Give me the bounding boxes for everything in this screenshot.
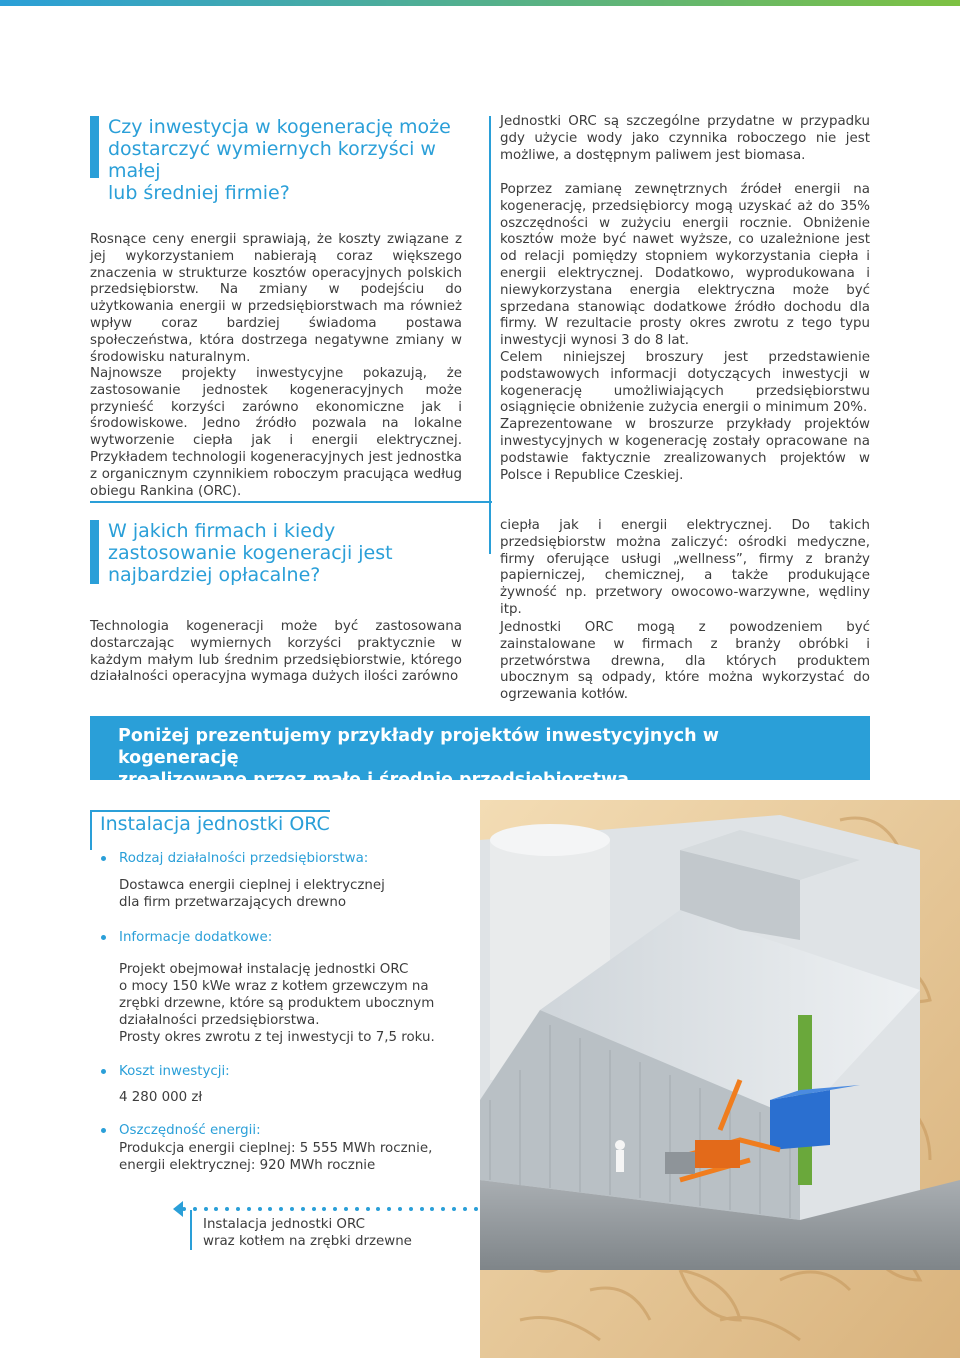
paragraph: Jednostki ORC mogą z powodzeniem być zainstalowane w firmach z branży obróbki i przetwórstwa drewna, dla których produktem ubocznym są odpady, które można wykorzystać do ogrzewania kotłów. [500, 620, 870, 703]
divider-horizontal [90, 501, 492, 503]
top-color-bar [0, 0, 960, 6]
case-title: Instalacja jednostki ORC [100, 813, 330, 835]
highlight-banner: Poniżej prezentujemy przykłady projektów inwestycyjnych w kogenerację zrealizowane przez małe i średnie przedsiębiorstwa [90, 716, 870, 780]
orc-installation-image [480, 800, 960, 1358]
bullet-dot [101, 1128, 106, 1133]
heading-accent-bar [90, 520, 99, 584]
paragraph: Celem niniejszej broszury jest przedstawienie podstawowych informacji dotyczących inwestycji w kogenerację umożliwiających przedsiębiorstwu osiągnięcie obniżenie zużycia energii o minimum 20%. Zaprezentowane w broszurze przykłady projektów inwestycyjnych w kogenerację zostały opracowane na podstawie faktycznie zrealizowanych projektów w Polsce i Republice Czeskiej. [500, 350, 870, 483]
section-heading: Czy inwestycja w kogenerację może dostarczyć wymiernych korzyści w małej lub średniej firmie? [108, 116, 451, 204]
image-caption: Instalacja jednostki ORC wraz kotłem na zrębki drzewne [203, 1217, 412, 1249]
bullet-text: Projekt obejmował instalację jednostki ORC o mocy 150 kWe wraz z kotłem grzewczym na zrębki drzewne, które są produktem ubocznym działalności przedsiębiorstwa. Prosty okres zwrotu z tej inwestycji to 7,5 roku. [119, 962, 435, 1045]
divider-vertical [489, 116, 491, 554]
bullet-label: Koszt inwestycji: [119, 1064, 230, 1079]
paragraph: Technologia kogeneracji może być zastosowana dostarczając wymiernych korzyści praktycznie w każdym małym lub średnim przedsiębiorstwie, którego działalności operacyjna wymaga dużych ilości zarówno [90, 619, 462, 685]
paragraph: Najnowsze projekty inwestycyjne pokazują, że zastosowanie jednostek kogeneracyjnych może przynieść korzyści zarówno ekonomiczne jak i środowiskowe. Jedno źródło pozwala na lokalne wytworzenie ciepła jak i energii elektrycznej. Przykładem technologii kogeneracyjnych jest jednostka z organicznym czynnikiem roboczym pracująca według obiegu Rankina (ORC). [90, 366, 462, 499]
bullet-text: 4 280 000 zł [119, 1090, 203, 1105]
title-accent-line-top [90, 810, 330, 812]
paragraph: Poprzez zamianę zewnętrznych źródeł energii na kogenerację, przedsiębiorcy mogą uzyskać aż do 35% oszczędności w zużyciu energii rocznie. Obniżenie kosztów może być nawet wyższe, co uzależnione jest od relacji pomiędzy stopniem wykorzystania ciepła i energii elektrycznej. Dodatkowo, wyprodukowana i niewykorzystana energia elektryczna może być sprzedana stanowiąc dodatkowe źródło dochodu dla firmy. W rezultacie prosty okres zwrotu z tego typu inwestycji wynosi 3 do 8 lat. [500, 182, 870, 349]
bullet-text: Produkcja energii cieplnej: 5 555 MWh rocznie, energii elektrycznej: 920 MWh rocznie [119, 1141, 433, 1173]
bullet-text: Dostawca energii cieplnej i elektrycznej dla firm przetwarzających drewno [119, 878, 385, 910]
paragraph: ciepła jak i energii elektrycznej. Do takich przedsiębiorstw można zaliczyć: ośrodki medyczne, firmy oferujące usługi „wellness”, firmy z branży papierniczej, chemicznej, a także produkujące żywność np. przetwory owocowo-warzywne, wędliny itp. [500, 518, 870, 617]
bullet-label: Rodzaj działalności przedsiębiorstwa: [119, 851, 369, 866]
paragraph: Rosnące ceny energii sprawiają, że koszty związane z jej wykorzystaniem nabierają coraz większego znaczenia w strukturze kosztów operacyjnych polskich przedsiębiorstw. Na zmiany w podejściu do użytkowania energii w przedsiębiorstwach ma również wpływ coraz bardziej świadoma postawa społeczeństwa, która dostrzega negatywne zmiany w środowisku naturalnym. [90, 232, 462, 365]
bullet-dot [101, 935, 106, 940]
title-accent-line [90, 810, 92, 850]
arrow-head-icon [173, 1201, 183, 1217]
paragraph: Jednostki ORC są szczególne przydatne w przypadku gdy użycie wody jako czynnika roboczego nie jest możliwe, a dostępnym paliwem jest biomasa. [500, 114, 870, 163]
bullet-label: Informacje dodatkowe: [119, 930, 273, 945]
section-heading: W jakich firmach i kiedy zastosowanie kogeneracji jest najbardziej opłacalne? [108, 520, 393, 586]
bullet-label: Oszczędność energii: [119, 1123, 261, 1138]
bullet-dot [101, 856, 106, 861]
heading-accent-bar [90, 116, 99, 178]
caption-accent-line [190, 1210, 192, 1250]
bullet-dot [101, 1069, 106, 1074]
